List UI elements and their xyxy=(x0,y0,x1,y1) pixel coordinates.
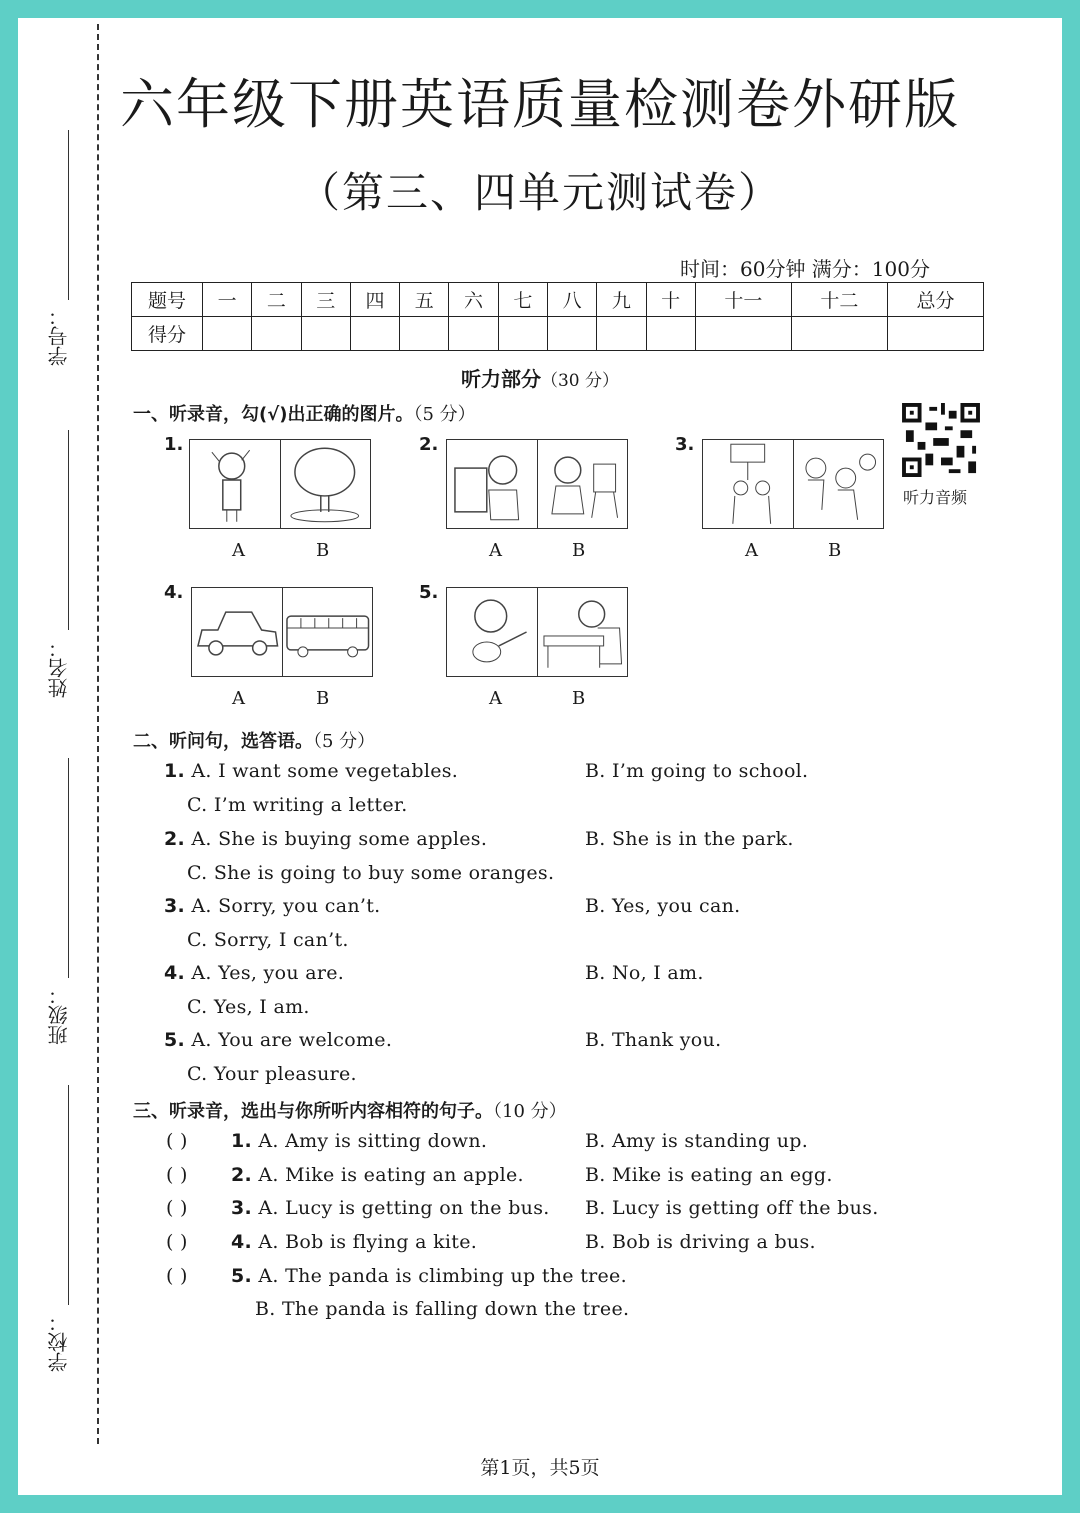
score-input-cell[interactable] xyxy=(791,317,887,351)
score-cell: 总分 xyxy=(887,283,983,317)
score-input-cell[interactable] xyxy=(646,317,695,351)
s1-q4-number: 4. xyxy=(164,582,184,603)
s1-q5-number: 5. xyxy=(419,582,439,603)
score-cell: 十二 xyxy=(791,283,887,317)
car-icon xyxy=(192,588,282,676)
girl-icon xyxy=(190,440,280,528)
s1-q1-label-a: A xyxy=(232,540,245,561)
s3-q5-option-b: B. The panda is falling down the tree. xyxy=(255,1298,630,1320)
score-input-cell[interactable] xyxy=(498,317,547,351)
s1-q5-option-a-image[interactable] xyxy=(447,588,538,676)
s1-q1-pictures xyxy=(189,439,371,529)
s3-q2-option-a xyxy=(231,1164,524,1186)
s2-q1-a-text: A. I want some vegetables. xyxy=(191,760,459,782)
score-row-label: 得分 xyxy=(132,317,203,351)
name-label: 姓名： xyxy=(47,638,71,698)
score-cell: 二 xyxy=(252,283,301,317)
section3-title: 三、听录音，选出与你所听内容相符的句子。 xyxy=(133,1101,493,1122)
listening-section-header xyxy=(0,363,1080,392)
s3-q4-option-b: B. Bob is driving a bus. xyxy=(585,1231,816,1253)
s2-q2-option-b: B. She is in the park. xyxy=(585,828,794,850)
s1-q3-option-a-image[interactable] xyxy=(703,440,794,528)
s1-q4-label-b: B xyxy=(316,688,330,709)
s1-q2-label-b: B xyxy=(572,540,586,561)
bus-icon xyxy=(283,588,373,676)
s2-q3-option-c: C. Sorry, I can’t. xyxy=(187,929,349,951)
playing-kids-icon xyxy=(794,440,884,528)
s3-q4-number: 4. xyxy=(231,1231,253,1253)
s3-q5-a-text: A. The panda is climbing up the tree. xyxy=(258,1265,627,1287)
s2-q5-option-c: C. Your pleasure. xyxy=(187,1063,357,1085)
s3-q5-answer-bracket[interactable]: ( ) xyxy=(166,1265,188,1287)
s1-q2-label-a: A xyxy=(489,540,502,561)
s2-q4-option-a xyxy=(164,962,344,984)
s2-q4-number: 4. xyxy=(164,962,186,984)
s3-q1-a-text: A. Amy is sitting down. xyxy=(258,1130,488,1152)
s2-q4-option-c: C. Yes, I am. xyxy=(187,996,310,1018)
s3-q3-a-text: A. Lucy is getting on the bus. xyxy=(258,1197,550,1219)
s1-q2-option-b-image[interactable] xyxy=(538,440,628,528)
basketball-icon xyxy=(703,440,793,528)
score-cell: 六 xyxy=(449,283,498,317)
s1-q2-option-a-image[interactable] xyxy=(447,440,538,528)
name-rule xyxy=(68,430,69,630)
section1-heading xyxy=(133,400,476,426)
time-info: 时间：60分钟 满分：100分 xyxy=(680,257,930,281)
s2-q5-option-b: B. Thank you. xyxy=(585,1029,722,1051)
s3-q3-option-b: B. Lucy is getting off the bus. xyxy=(585,1197,879,1219)
s3-q1-answer-bracket[interactable]: ( ) xyxy=(166,1130,188,1152)
s1-q1-label-b: B xyxy=(316,540,330,561)
s2-q5-option-a xyxy=(164,1029,392,1051)
score-input-cell[interactable] xyxy=(400,317,449,351)
s1-q3-label-b: B xyxy=(828,540,842,561)
score-cell: 一 xyxy=(203,283,252,317)
score-table-header-row xyxy=(132,283,984,317)
s1-q1-option-a-image[interactable] xyxy=(190,440,281,528)
s2-q5-number: 5. xyxy=(164,1029,186,1051)
s1-q3-option-b-image[interactable] xyxy=(794,440,884,528)
s1-q5-option-b-image[interactable] xyxy=(538,588,628,676)
score-input-cell[interactable] xyxy=(301,317,350,351)
s2-q1-option-c: C. I’m writing a letter. xyxy=(187,794,408,816)
s3-q2-answer-bracket[interactable]: ( ) xyxy=(166,1164,188,1186)
score-cell: 四 xyxy=(350,283,399,317)
s1-q4-label-a: A xyxy=(232,688,245,709)
score-input-cell[interactable] xyxy=(597,317,646,351)
s1-q2-number: 2. xyxy=(419,434,439,455)
s2-q2-a-text: A. She is buying some apples. xyxy=(191,828,488,850)
score-cell: 三 xyxy=(301,283,350,317)
section1-title: 一、听录音，勾(√)出正确的图片。 xyxy=(133,404,414,425)
binding-dashed-line xyxy=(97,24,99,1444)
s2-q3-option-a xyxy=(164,895,380,917)
s2-q2-option-a xyxy=(164,828,487,850)
s3-q2-a-text: A. Mike is eating an apple. xyxy=(258,1164,524,1186)
s3-q2-option-b: B. Mike is eating an egg. xyxy=(585,1164,833,1186)
s3-q5-number: 5. xyxy=(231,1265,253,1287)
section1-points: （5 分） xyxy=(413,404,476,425)
s3-q1-option-b: B. Amy is standing up. xyxy=(585,1130,809,1152)
tree-icon xyxy=(281,440,371,528)
s1-q1-number: 1. xyxy=(164,434,184,455)
s2-q1-option-a xyxy=(164,760,458,782)
s1-q4-pictures xyxy=(191,587,373,677)
qr-code-icon[interactable] xyxy=(902,403,980,477)
s1-q3-pictures xyxy=(702,439,884,529)
s1-q5-label-b: B xyxy=(572,688,586,709)
s3-q4-a-text: A. Bob is flying a kite. xyxy=(258,1231,478,1253)
s2-q1-number: 1. xyxy=(164,760,186,782)
s3-q1-number: 1. xyxy=(231,1130,253,1152)
score-input-cell[interactable] xyxy=(449,317,498,351)
s1-q3-number: 3. xyxy=(675,434,695,455)
s2-q4-a-text: A. Yes, you are. xyxy=(191,962,345,984)
s3-q2-number: 2. xyxy=(231,1164,253,1186)
page-footer: 第1页，共5页 xyxy=(480,1457,600,1479)
s2-q2-number: 2. xyxy=(164,828,186,850)
listening-title: 听力部分 xyxy=(460,367,541,391)
s1-q4-option-b-image[interactable] xyxy=(283,588,373,676)
s2-q5-a-text: A. You are welcome. xyxy=(191,1029,393,1051)
class-rule xyxy=(68,758,69,978)
school-rule xyxy=(68,1085,69,1305)
score-cell: 九 xyxy=(597,283,646,317)
s3-q4-answer-bracket[interactable]: ( ) xyxy=(166,1231,188,1253)
section3-points: （10 分） xyxy=(493,1101,567,1122)
exam-title: 六年级下册英语质量检测卷外研版 xyxy=(120,73,960,136)
s1-q2-pictures xyxy=(446,439,628,529)
painting-boy-icon xyxy=(447,440,537,528)
score-cell: 十 xyxy=(646,283,695,317)
school-label: 学校： xyxy=(47,1312,71,1372)
s1-q4-option-a-image[interactable] xyxy=(192,588,283,676)
section2-points: （5 分） xyxy=(313,731,376,752)
qr-label: 听力音频 xyxy=(903,488,968,507)
section2-heading xyxy=(133,727,375,753)
s3-q3-number: 3. xyxy=(231,1197,253,1219)
listening-points: （30 分） xyxy=(540,371,620,391)
score-cell: 题号 xyxy=(132,283,203,317)
s2-q1-option-b: B. I’m going to school. xyxy=(585,760,809,782)
s3-q3-option-a xyxy=(231,1197,550,1219)
s1-q3-label-a: A xyxy=(745,540,758,561)
score-cell: 七 xyxy=(498,283,547,317)
score-table xyxy=(131,282,984,351)
score-input-cell[interactable] xyxy=(695,317,791,351)
s2-q3-option-b: B. Yes, you can. xyxy=(585,895,741,917)
score-input-cell[interactable] xyxy=(887,317,983,351)
s2-q3-number: 3. xyxy=(164,895,186,917)
score-cell: 八 xyxy=(547,283,596,317)
student-id-label: 学号： xyxy=(47,306,71,366)
s2-q4-option-b: B. No, I am. xyxy=(585,962,704,984)
score-table-score-row xyxy=(132,317,984,351)
s3-q3-answer-bracket[interactable]: ( ) xyxy=(166,1197,188,1219)
score-input-cell[interactable] xyxy=(547,317,596,351)
section3-heading xyxy=(133,1097,567,1123)
score-cell: 五 xyxy=(400,283,449,317)
s3-q1-option-a xyxy=(231,1130,487,1152)
easel-girl-icon xyxy=(538,440,628,528)
s3-q4-option-a xyxy=(231,1231,477,1253)
score-input-cell[interactable] xyxy=(252,317,301,351)
s1-q5-pictures xyxy=(446,587,628,677)
s1-q5-label-a: A xyxy=(489,688,502,709)
s1-q1-option-b-image[interactable] xyxy=(281,440,371,528)
s2-q3-a-text: A. Sorry, you can’t. xyxy=(191,895,381,917)
guitar-girl-icon xyxy=(447,588,537,676)
class-label: 班级： xyxy=(47,985,71,1045)
score-input-cell[interactable] xyxy=(203,317,252,351)
drawing-boy-icon xyxy=(538,588,628,676)
exam-subtitle: （第三、四单元测试卷） xyxy=(297,168,782,217)
score-cell: 十一 xyxy=(695,283,791,317)
s2-q2-option-c: C. She is going to buy some oranges. xyxy=(187,862,555,884)
s3-q5-option-a xyxy=(231,1265,627,1287)
section2-title: 二、听问句，选答语。 xyxy=(133,731,313,752)
score-input-cell[interactable] xyxy=(350,317,399,351)
